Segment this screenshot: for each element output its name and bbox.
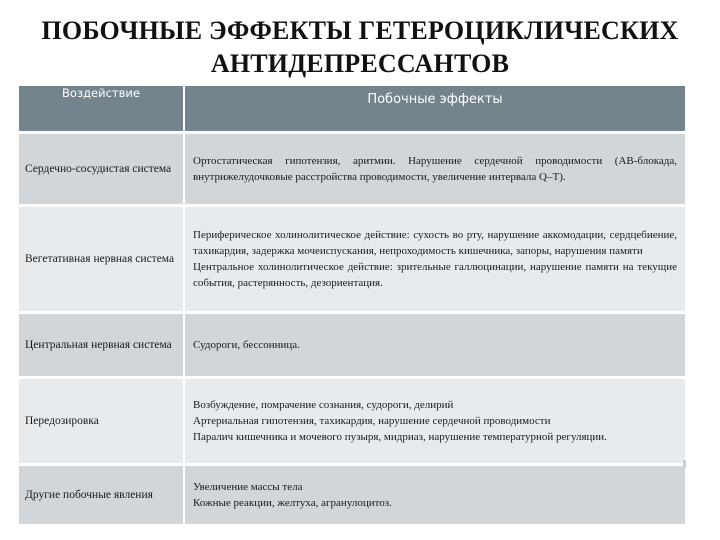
table-row [19,379,685,463]
effect-text: Увеличение массы тела [193,481,303,493]
effect-text: Артериальная гипотензия, тахикардия, нарушение сердечной проводимости [193,415,551,427]
effect-text: Кожные реакции, желтуха, агранулоцитоз. [193,497,392,509]
table-row [19,207,685,311]
row-label: Центральная нервная система [19,314,183,376]
page-title [0,14,720,80]
effect-text: Судороги, бессонница. [193,339,300,351]
row-effects [185,379,685,463]
row-label: Передозировка [19,379,183,463]
row-effects [185,207,685,311]
header-impact: Воздействие [19,86,183,131]
table-row [19,466,685,524]
row-effects [185,134,685,204]
row-effects [185,466,685,524]
header-side-effects: Побочные эффекты [185,86,685,131]
effect-text: Периферическое холинолитическое действие: сухость во рту, нарушение аккомодации, сердцебиение, тахикардия, задержка мочеиспускания, непроходимость кишечника, запоры, нарушения памяти [193,229,677,257]
slide-edge-mark [683,460,686,468]
row-label: Другие побочные явления [19,466,183,524]
row-label: Сердечно-сосудистая система [19,134,183,204]
table-header-row [19,86,685,131]
table-row [19,134,685,204]
side-effects-table [17,83,687,527]
title-line-2: АНТИДЕПРЕССАНТОВ [210,49,510,78]
effect-text: Центральное холинолитическое действие: зрительные галлюцинации, нарушение памяти на текущие события, растерянность, дезориентация. [193,261,677,289]
effect-text: Возбуждение, помрачение сознания, судороги, делирий [193,399,454,411]
effect-text: Паралич кишечника и мочевого пузыря, мидриаз, нарушение температурной регуляции. [193,431,607,443]
row-effects [185,314,685,376]
effect-text: Ортостатическая гипотензия, аритмии. Нарушение сердечной проводимости (АВ-блокада, внутрижелудочковые расстройства проводимости, увеличение интервала Q–T). [193,155,677,183]
row-label: Вегетативная нервная система [19,207,183,311]
table-row [19,314,685,376]
title-line-1: ПОБОЧНЫЕ ЭФФЕКТЫ ГЕТЕРОЦИКЛИЧЕСКИХ [41,16,679,45]
